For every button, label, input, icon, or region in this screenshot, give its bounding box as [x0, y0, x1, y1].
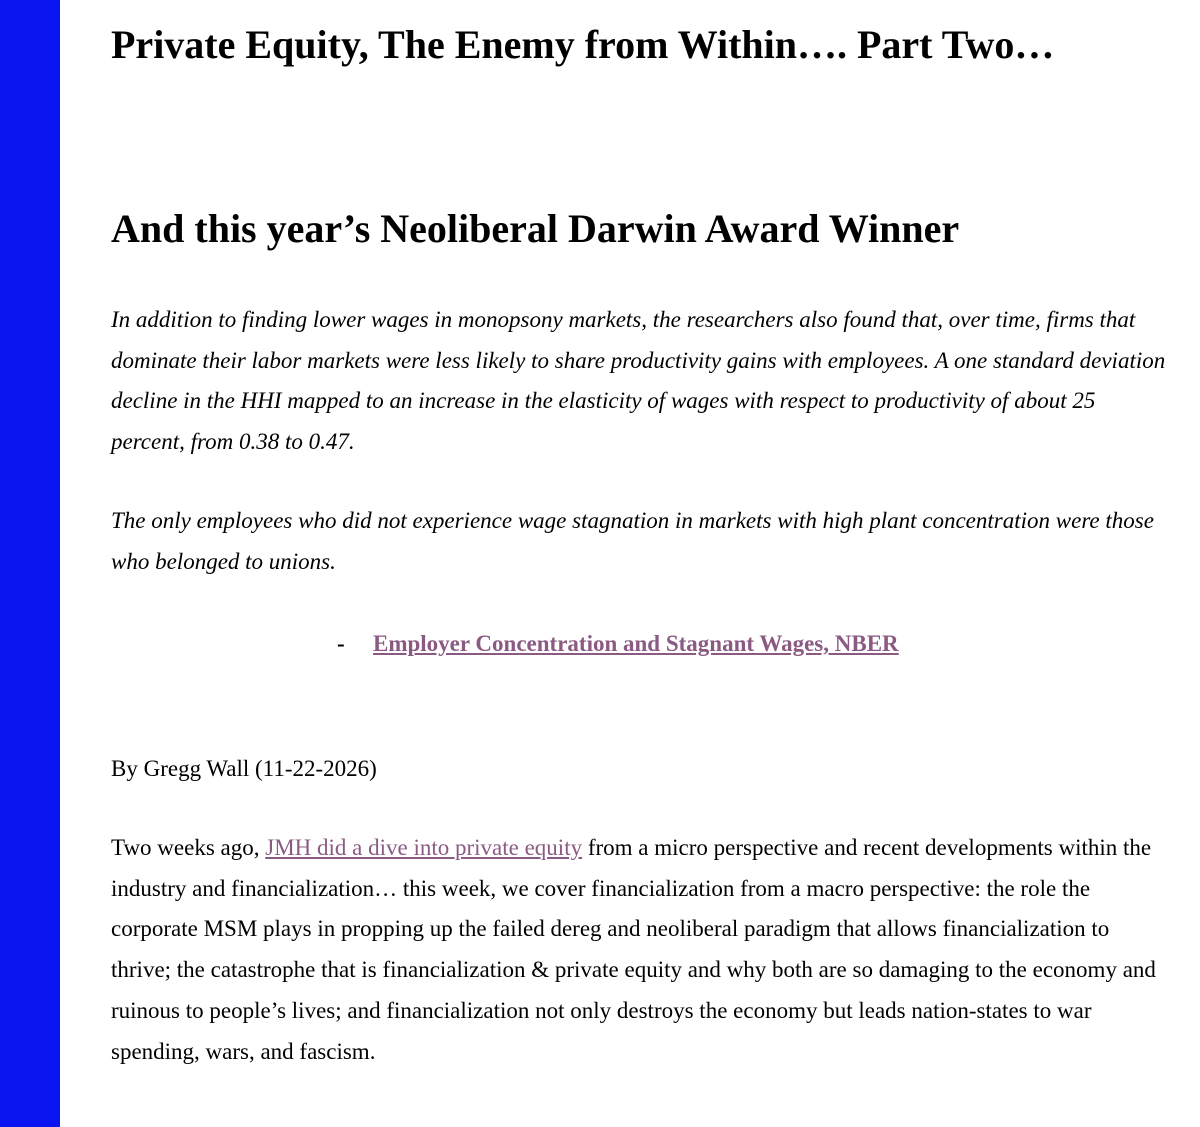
- quote-source: [337, 624, 899, 664]
- block-quote-paragraph: In addition to finding lower wages in monopsony markets, the researchers also found that, over time, firms that dominate their labor markets were less likely to share productivity gains with employees. A one standard deviation decline in the HHI mapped to an increase in the elasticity of wages with respect to productivity of about 25 percent, from 0.38 to 0.47.: [111, 307, 1166, 454]
- source-dash: -: [337, 631, 345, 656]
- byline: By Gregg Wall (11-22-2026): [111, 756, 377, 781]
- body-paragraph: [111, 828, 1171, 1072]
- private-equity-article-link[interactable]: JMH did a dive into private equity: [265, 835, 583, 860]
- source-link[interactable]: Employer Concentration and Stagnant Wages, NBER: [373, 631, 899, 656]
- article-title: Private Equity, The Enemy from Within…. Part Two…: [111, 22, 1055, 67]
- block-quote-paragraph: The only employees who did not experience wage stagnation in markets with high plant concentration were those who belonged to unions.: [111, 508, 1154, 574]
- left-accent-bar: [0, 0, 60, 1127]
- body-lead-text: Two weeks ago,: [111, 835, 266, 860]
- body-rest-text: from a micro perspective and recent developments within the industry and financialization… this week, we cover financialization from a macro perspective: the role the corporate MSM plays in propping up the failed dereg and neoliberal paradigm that allows financialization to thrive; the catastrophe that is financialization & private equity and why both are so damaging to the economy and ruinous to people’s lives; and financialization not only destroys the economy but leads nation-states to war spending, wars, and fascism.: [111, 835, 1156, 1064]
- article-subtitle: And this year’s Neoliberal Darwin Award Winner: [111, 206, 960, 251]
